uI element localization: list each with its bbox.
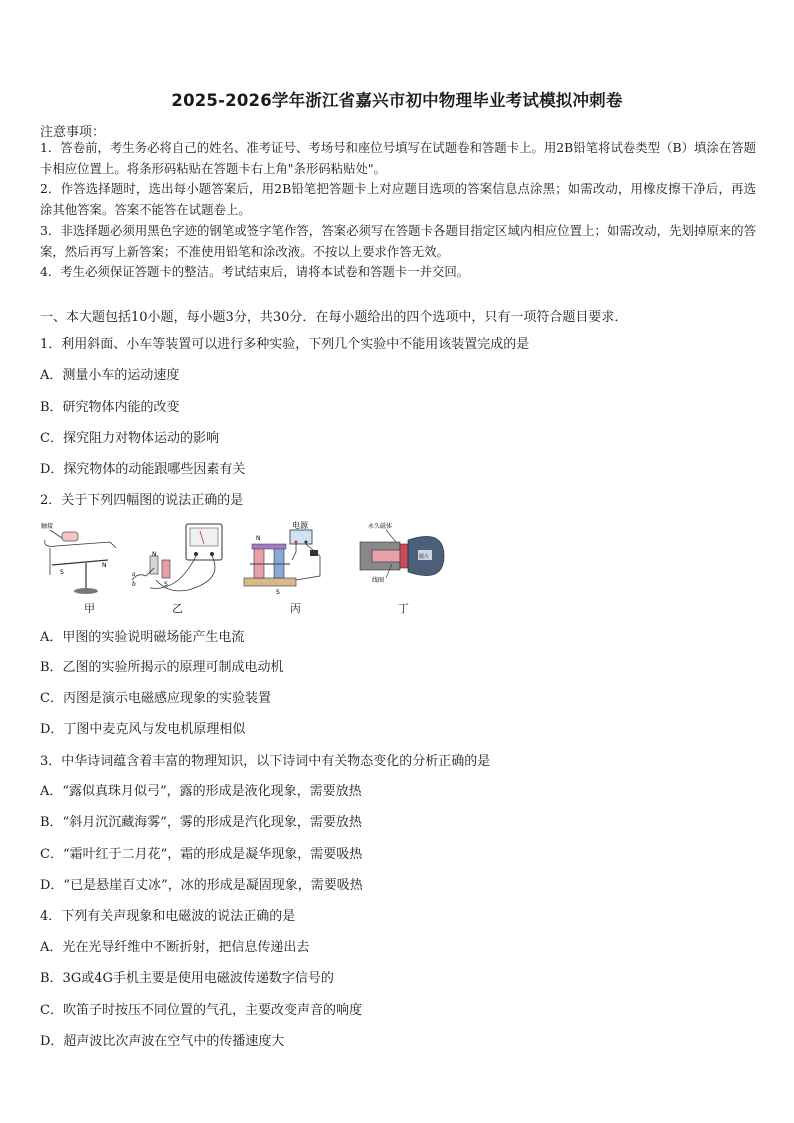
figure-label: 甲 — [84, 602, 95, 615]
notice-item: 2．作答选择题时，选出每小题答案后，用2B铅笔把答题卡上对应题目选项的答案信息点涂黑；如需改动，用橡皮擦干净后，再选涂其他答案。答案不能答在试题卷上。 — [40, 181, 756, 218]
option: B．乙图的实验所揭示的原理可制成电动机 — [40, 660, 284, 675]
figure-text: S — [164, 581, 168, 588]
figure-text: S — [276, 589, 280, 596]
option: D．丁图中麦克风与发电机原理相似 — [40, 722, 246, 737]
page-title: 2025-2026学年浙江省嘉兴市初中物理毕业考试模拟冲刺卷 — [171, 91, 623, 110]
notice-item: 3．非选择题必须用黑色字迹的钢笔或签字笔作答，答案必须写在答题卡各题目指定区域内相应位置上；如需改动，先划掉原来的答案，然后再写上新答案；不准使用铅笔和涂改液。不按以上要求作答无效。 — [40, 222, 756, 259]
figure-text: S — [60, 569, 64, 576]
option: B．3G或4G手机主要是使用电磁波传递数字信号的 — [40, 971, 334, 986]
figure-label: 丙 — [290, 602, 301, 615]
figure-ding — [358, 520, 453, 600]
question-stem: 3．中华诗词蕴含着丰富的物理知识，以下诗词中有关物态变化的分析正确的是 — [40, 754, 491, 769]
figure-text: N — [102, 562, 107, 569]
figure-label: 丁 — [398, 602, 409, 615]
option: A．测量小车的运动速度 — [40, 368, 180, 383]
figure-text: b — [132, 581, 136, 588]
figure-jia — [40, 520, 120, 600]
question-stem: 4．下列有关声现象和电磁波的说法正确的是 — [40, 909, 296, 924]
option: D．探究物体的动能跟哪些因素有关 — [40, 462, 246, 477]
figure-text: 电源 — [292, 521, 308, 530]
figure-text: 触接 — [41, 523, 54, 530]
option: D．超声波比次声波在空气中的传播速度大 — [40, 1034, 285, 1049]
notice-list — [40, 138, 756, 283]
option: D．“已是悬崖百丈冰”，冰的形成是凝固现象，需要吸热 — [40, 878, 363, 893]
option: B．研究物体内能的改变 — [40, 400, 180, 415]
option: C．吹笛子时按压不同位置的气孔，主要改变声音的响度 — [40, 1003, 362, 1018]
figure-text: 膜片 — [419, 554, 430, 560]
section-heading: 一、本大题包括10小题，每小题3分，共30分．在每小题给出的四个选项中，只有一项符合题目要求． — [40, 310, 628, 325]
option: A．甲图的实验说明磁场能产生电流 — [40, 630, 245, 645]
figure-bing — [240, 520, 340, 600]
question-stem: 1．利用斜面、小车等装置可以进行多种实验，下列几个实验中不能用该装置完成的是 — [40, 337, 530, 352]
notice-item: 1．答卷前，考生务必将自己的姓名、准考证号、考场号和座位号填写在试题卷和答题卡上。用2B铅笔将试卷类型（B）填涂在答题卡相应位置上。将条形码粘贴在答题卡右上角"条形码粘贴处"。 — [40, 140, 756, 176]
figure-label: 乙 — [172, 602, 183, 615]
figure-text: N — [152, 551, 157, 558]
figure-text: 线圈 — [372, 577, 385, 584]
option: A．光在光导纤维中不断折射，把信息传递出去 — [40, 940, 310, 955]
figure-row — [40, 520, 460, 615]
figure-yi — [128, 520, 228, 600]
notice-item: 4．考生必须保证答题卡的整洁。考试结束后，请将本试卷和答题卡一并交回。 — [40, 264, 470, 280]
option: B．“斜月沉沉藏海雾”，雾的形成是汽化现象，需要放热 — [40, 815, 362, 830]
notice-heading: 注意事项： — [40, 125, 106, 140]
option: C．“霜叶红于二月花”，霜的形成是凝华现象，需要吸热 — [40, 847, 363, 862]
figure-text: 永久磁体 — [368, 523, 393, 530]
figure-text: a — [132, 571, 136, 578]
option: A．“露似真珠月似弓”，露的形成是液化现象，需要放热 — [40, 784, 362, 799]
option: C．丙图是演示电磁感应现象的实验装置 — [40, 691, 271, 706]
figure-text: N — [256, 535, 261, 542]
question-stem: 2．关于下列四幅图的说法正确的是 — [40, 493, 244, 508]
option: C．探究阻力对物体运动的影响 — [40, 431, 219, 446]
